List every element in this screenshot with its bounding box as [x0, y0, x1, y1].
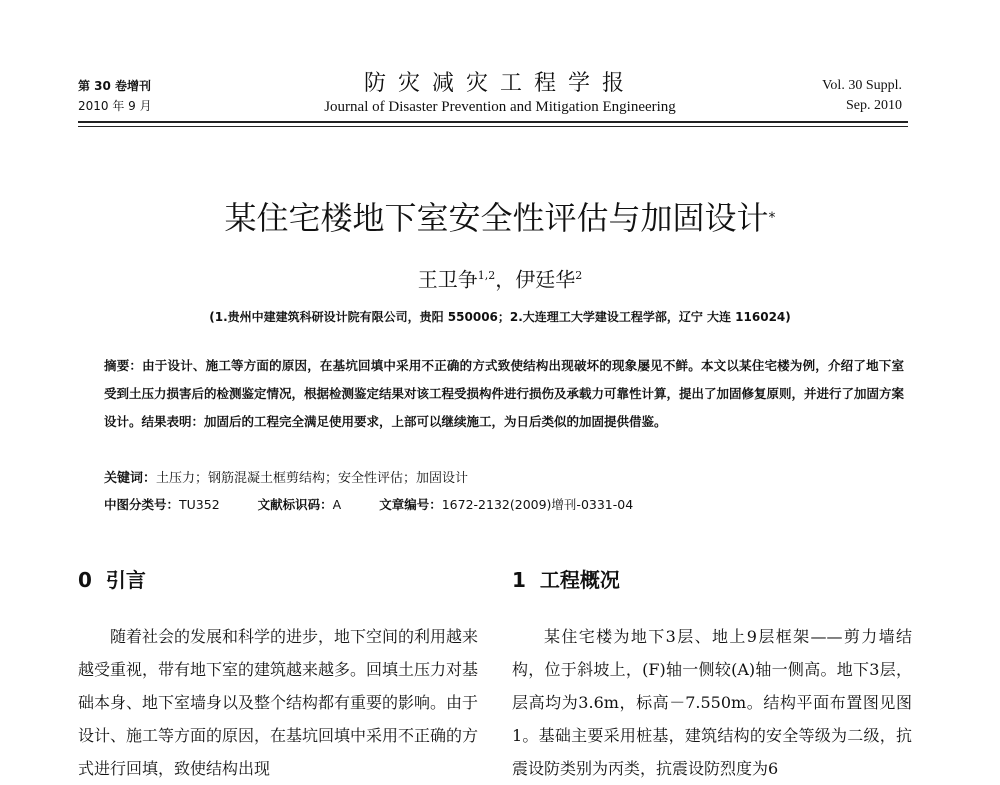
- journal-title-zh: 防灾减灾工程学报: [363, 71, 636, 96]
- volume-label: 第 30 卷增刊: [78, 79, 152, 93]
- body-column-right: [512, 620, 912, 785]
- journal-title-en: Journal of Disaster Prevention and Mitigation Engineering: [324, 99, 676, 115]
- author-list: [0, 262, 1000, 294]
- issue-info-en: [822, 76, 902, 116]
- header-rule-thick: [78, 121, 908, 123]
- paper-title-text: 某住宅楼地下室安全性评估与加固设计: [224, 199, 769, 237]
- article-number: [379, 497, 633, 512]
- issue-info: [78, 76, 152, 116]
- clc-value: TU352: [179, 497, 220, 512]
- section-heading-introduction: [78, 565, 146, 595]
- document-code: [258, 497, 342, 512]
- abstract-label: 摘要：: [104, 358, 143, 373]
- paragraph: 某住宅楼为地下3层、地上9层框架——剪力墙结构，位于斜坡上，(F)轴一侧较(A)轴一侧高。地下3层，层高均为3.6m，标高－7.550m。结构平面布置图见图1。基础主要采用桩基，建筑结构的安全等级为二级，抗震设防类别为丙类，抗震设防烈度为6: [512, 627, 912, 778]
- keywords: [104, 466, 904, 492]
- section-number: 1: [512, 568, 526, 592]
- author-affiliation-mark: 1,2: [477, 269, 496, 282]
- paragraph: 随着社会的发展和科学的进步，地下空间的利用越来越受重视，带有地下室的建筑越来越多。回填土压力对基础本身、地下室墙身以及整个结构都有重要的影响。由于设计、施工等方面的原因，在基坑回填中采用不正确的方式进行回填，致使结构出现: [78, 627, 479, 778]
- classification-line: [104, 492, 924, 518]
- section-heading-overview: [512, 565, 620, 595]
- keywords-label: 关键词：: [104, 471, 157, 486]
- article-label: 文章编号：: [379, 497, 442, 512]
- body-column-left: [78, 620, 478, 785]
- author-name: 王卫争: [417, 267, 478, 292]
- section-number: 0: [78, 568, 92, 592]
- date-label: 2010 年 9 月: [78, 99, 152, 113]
- date-label-en: Sep. 2010: [846, 98, 902, 113]
- journal-name: [240, 70, 760, 116]
- article-value: 1672-2132(2009)增刊-0331-04: [441, 497, 634, 512]
- doc-label: 文献标识码：: [257, 497, 333, 512]
- volume-label-en: Vol. 30 Suppl.: [822, 78, 902, 93]
- keywords-text: 土压力；钢筋混凝土框剪结构；安全性评估；加固设计: [156, 471, 469, 486]
- section-title: 工程概况: [539, 568, 620, 592]
- abstract: [104, 352, 904, 436]
- paper-title: [0, 196, 1000, 240]
- clc-number: [104, 497, 220, 512]
- clc-label: 中图分类号：: [104, 497, 180, 512]
- abstract-text: 由于设计、施工等方面的原因，在基坑回填中采用不正确的方式致使结构出现破坏的现象屡见不鲜。本文以某住宅楼为例，介绍了地下室受到土压力损害后的检测鉴定情况，根据检测鉴定结果对该工程受损构件进行损伤及承载力可靠性计算，提出了加固修复原则，并进行了加固方案设计。结果表明：加固后的工程完全满足使用要求，上部可以继续施工，为日后类似的加固提供借鉴。: [104, 358, 905, 429]
- affiliation: (1.贵州中建建筑科研设计院有限公司，贵阳 550006；2.大连理工大学建设工程学部，辽宁 大连 116024): [209, 310, 791, 324]
- title-footnote-mark: *: [768, 210, 776, 226]
- section-title: 引言: [105, 568, 146, 592]
- author-separator: ，: [495, 267, 516, 292]
- author-name: 伊廷华: [515, 267, 576, 292]
- author-affiliation-mark: 2: [575, 269, 583, 282]
- doc-value: A: [332, 497, 342, 512]
- header-rule-thin: [78, 126, 908, 127]
